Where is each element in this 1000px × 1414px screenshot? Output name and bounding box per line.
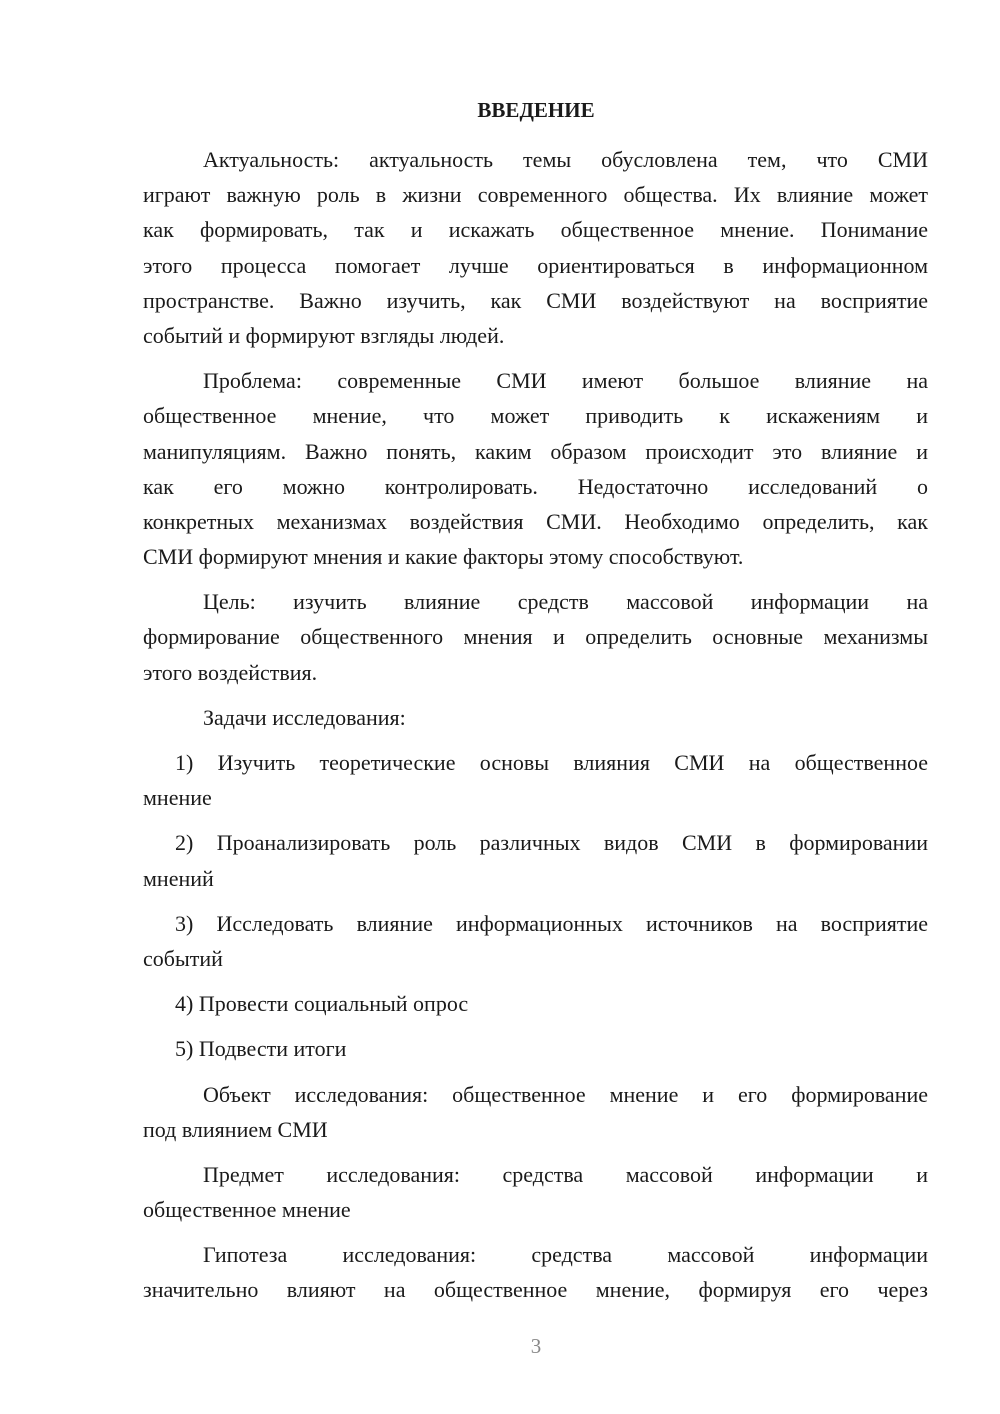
paragraph xyxy=(143,584,928,690)
text-line: СМИ формируют мнения и какие факторы этому способствуют. xyxy=(143,544,744,570)
text-line: 2) Проанализировать роль различных видов СМИ в формировании xyxy=(175,830,928,856)
text-line: Задачи исследования: xyxy=(203,704,406,730)
paragraph xyxy=(143,1077,928,1147)
text-line: Актуальность: актуальность темы обусловлена тем, что СМИ xyxy=(203,147,928,172)
text-line: общественное мнение xyxy=(143,1197,351,1223)
task-list-item xyxy=(143,986,928,1021)
text-line: конкретных механизмах воздействия СМИ. Необходимо определить, как xyxy=(143,508,928,534)
text-line: под влиянием СМИ xyxy=(143,1116,328,1142)
document-body xyxy=(143,142,928,1318)
paragraph xyxy=(143,363,928,574)
text-line: 1) Изучить теоретические основы влияния СМИ на общественное xyxy=(175,750,928,775)
task-list-item xyxy=(143,745,928,815)
text-line: событий xyxy=(143,945,223,971)
page-title: ВВЕДЕНИЕ xyxy=(477,98,595,122)
text-line: Цель: изучить влияние средств массовой информации на xyxy=(203,589,928,615)
text-line: Предмет исследования: средства массовой информации и xyxy=(203,1161,928,1187)
text-line: формирование общественного мнения и определить основные механизмы xyxy=(143,624,928,650)
text-line: 5) Подвести итоги xyxy=(175,1036,347,1062)
text-line: этого воздействия. xyxy=(143,659,318,685)
text-line: 3) Исследовать влияние информационных источников на восприятие xyxy=(175,910,928,936)
text-line: манипуляциям. Важно понять, каким образом происходит это влияние и xyxy=(143,438,928,464)
text-line: Объект исследования: общественное мнение и его формирование xyxy=(203,1081,928,1107)
paragraph xyxy=(143,1157,928,1227)
paragraph xyxy=(143,142,928,353)
text-line: играют важную роль в жизни современного общества. Их влияние может xyxy=(143,182,928,208)
task-list-item xyxy=(143,825,928,895)
task-list-item xyxy=(143,906,928,976)
paragraph xyxy=(143,700,928,735)
text-line: этого процесса помогает лучше ориентироваться в информационном xyxy=(143,252,928,278)
text-line: событий и формируют взгляды людей. xyxy=(143,322,505,348)
text-line: общественное мнение, что может приводить к искажениям и xyxy=(143,403,928,429)
text-line: Гипотеза исследования: средства массовой информации xyxy=(203,1242,928,1268)
text-line: Проблема: современные СМИ имеют большое влияние на xyxy=(203,368,928,394)
paragraph xyxy=(143,1237,928,1307)
page-number: 3 xyxy=(530,1334,542,1358)
text-line: пространстве. Важно изучить, как СМИ воздействуют на восприятие xyxy=(143,287,928,313)
text-line: как формировать, так и искажать общественное мнение. Понимание xyxy=(143,217,928,243)
task-list-item xyxy=(143,1031,928,1066)
text-line: 4) Провести социальный опрос xyxy=(175,991,469,1017)
text-line: как его можно контролировать. Недостаточно исследований о xyxy=(143,473,928,499)
text-line: мнение xyxy=(143,785,212,811)
text-line: мнений xyxy=(143,865,214,891)
text-line: значительно влияют на общественное мнение, формируя его через xyxy=(143,1277,928,1303)
